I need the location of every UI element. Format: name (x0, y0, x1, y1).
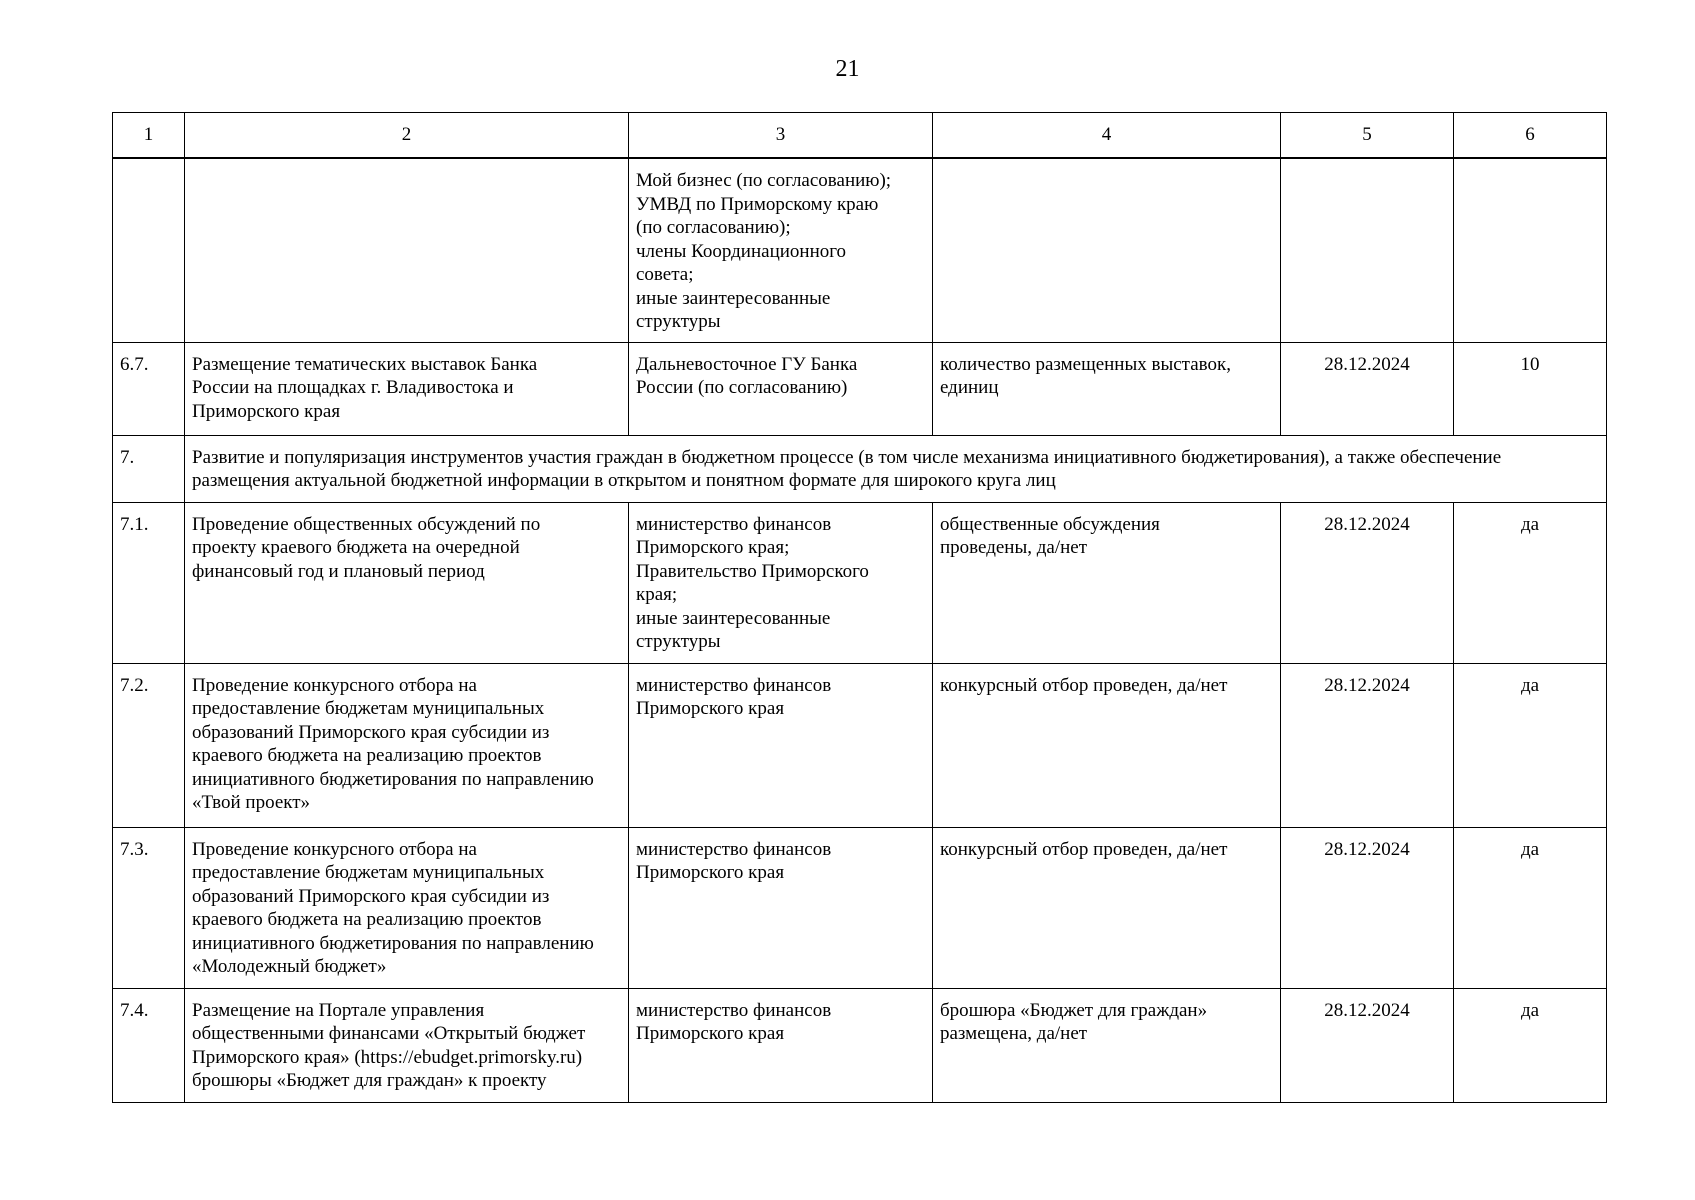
text-line: Приморского края (636, 862, 785, 883)
cell-executors (629, 158, 933, 342)
text-line: министерство финансов (636, 513, 832, 535)
text-line: иные заинтересованные (636, 287, 831, 309)
cell-date: 28.12.2024 (1281, 502, 1454, 663)
cell-num: 7.4. (113, 988, 185, 1102)
cell-indicator (933, 827, 1281, 988)
text-line: размещена, да/нет (940, 1023, 1088, 1044)
cell-executors (629, 342, 933, 435)
text-line: Проведение конкурсного отбора на (192, 674, 477, 696)
table-row-7-3 (113, 827, 1607, 988)
header-col-1: 1 (113, 113, 185, 159)
cell-indicator (933, 988, 1281, 1102)
cell-event (185, 827, 629, 988)
text-line: Приморского края; (636, 537, 790, 558)
cell-executors (629, 827, 933, 988)
text-line: Размещение тематических выставок Банка (192, 353, 538, 375)
cell-indicator (933, 663, 1281, 827)
text-line: России (по согласованию) (636, 377, 848, 398)
cell-executors (629, 502, 933, 663)
cell-event (185, 663, 629, 827)
text-line: министерство финансов (636, 999, 832, 1021)
text-line: конкурсный отбор проведен, да/нет (940, 674, 1228, 696)
text-line: предоставление бюджетам муниципальных (192, 698, 545, 719)
header-col-4: 4 (933, 113, 1281, 159)
text-line: Размещение на Портале управления (192, 999, 485, 1021)
text-line: краевого бюджета на реализацию проектов (192, 909, 542, 930)
header-col-5: 5 (1281, 113, 1454, 159)
cell-event (185, 342, 629, 435)
table-row-7-2 (113, 663, 1607, 827)
cell-date: 28.12.2024 (1281, 827, 1454, 988)
cell-num: 7.1. (113, 502, 185, 663)
table-row-7-1 (113, 502, 1607, 663)
section-heading (185, 435, 1607, 502)
cell-event (185, 988, 629, 1102)
text-line: Проведение общественных обсуждений по (192, 513, 541, 535)
text-line: России на площадках г. Владивостока и (192, 377, 514, 398)
text-line: образований Приморского края субсидии из (192, 721, 550, 743)
text-line: Приморского края (636, 1023, 785, 1044)
cell-date: 28.12.2024 (1281, 663, 1454, 827)
cell-event (185, 502, 629, 663)
text-line: размещения актуальной бюджетной информации в открытом и понятном формате для широкого круга лиц (192, 470, 1056, 491)
text-line: инициативного бюджетирования по направлению (192, 768, 594, 790)
text-line: структуры (636, 311, 721, 332)
table-row-section-7 (113, 435, 1607, 502)
text-line: «Твой проект» (192, 792, 311, 813)
page-number: 21 (835, 56, 860, 82)
cell-num: 6.7. (113, 342, 185, 435)
text-line: министерство финансов (636, 838, 832, 860)
text-line: Приморского края» (https://ebudget.primorsky.ru) (192, 1046, 583, 1068)
cell-date: 28.12.2024 (1281, 988, 1454, 1102)
header-col-2: 2 (185, 113, 629, 159)
cell-indicator (933, 342, 1281, 435)
text-line: брошюры «Бюджет для граждан» к проекту (192, 1070, 547, 1091)
table-row-6-7 (113, 342, 1607, 435)
text-line: краевого бюджета на реализацию проектов (192, 745, 542, 766)
text-line: УМВД по Приморскому краю (636, 193, 879, 215)
cell-executors (629, 663, 933, 827)
text-line: количество размещенных выставок, (940, 353, 1231, 375)
text-line: брошюра «Бюджет для граждан» (940, 999, 1208, 1021)
cell-indicator (933, 502, 1281, 663)
cell-num: 7.2. (113, 663, 185, 827)
plan-table (112, 112, 1607, 1103)
text-line: Проведение конкурсного отбора на (192, 838, 477, 860)
header-col-6: 6 (1454, 113, 1607, 159)
header-row (113, 113, 1607, 159)
text-line: образований Приморского края субсидии из (192, 885, 550, 907)
text-line: члены Координационного (636, 240, 847, 262)
cell-value: 10 (1454, 342, 1607, 435)
text-line: проведены, да/нет (940, 537, 1088, 558)
cell-indicator (933, 158, 1281, 342)
text-line: Приморского края (636, 698, 785, 719)
text-line: Правительство Приморского (636, 560, 869, 582)
text-line: (по согласованию); (636, 217, 791, 238)
text-line: края; (636, 584, 678, 605)
table-row-7-4 (113, 988, 1607, 1102)
text-line: финансовый год и плановый период (192, 560, 485, 582)
text-line: общественными финансами «Открытый бюджет (192, 1023, 586, 1044)
cell-value: да (1454, 663, 1607, 827)
text-line: Дальневосточное ГУ Банка (636, 353, 858, 375)
text-line: «Молодежный бюджет» (192, 956, 387, 977)
cell-executors (629, 988, 933, 1102)
table-row-continuation (113, 158, 1607, 342)
cell-event (185, 158, 629, 342)
text-line: проекту краевого бюджета на очередной (192, 537, 520, 558)
text-line: иные заинтересованные (636, 607, 831, 629)
cell-value: да (1454, 502, 1607, 663)
header-col-3: 3 (629, 113, 933, 159)
text-line: конкурсный отбор проведен, да/нет (940, 838, 1228, 860)
text-line: Мой бизнес (по согласованию); (636, 170, 892, 191)
cell-date (1281, 158, 1454, 342)
text-line: инициативного бюджетирования по направлению (192, 932, 594, 954)
cell-value: да (1454, 827, 1607, 988)
text-line: единиц (940, 377, 999, 398)
cell-num (113, 158, 185, 342)
cell-num: 7. (113, 435, 185, 502)
text-line: структуры (636, 631, 721, 652)
cell-date: 28.12.2024 (1281, 342, 1454, 435)
text-line: Приморского края (192, 400, 341, 422)
text-line: общественные обсуждения (940, 513, 1160, 535)
text-line: совета; (636, 264, 694, 285)
cell-value: да (1454, 988, 1607, 1102)
text-line: Развитие и популяризация инструментов участия граждан в бюджетном процессе (в том числе механизма инициативного бюджетирования), а также обеспечение (192, 446, 1502, 468)
text-line: министерство финансов (636, 674, 832, 696)
cell-value (1454, 158, 1607, 342)
text-line: предоставление бюджетам муниципальных (192, 862, 545, 883)
cell-num: 7.3. (113, 827, 185, 988)
